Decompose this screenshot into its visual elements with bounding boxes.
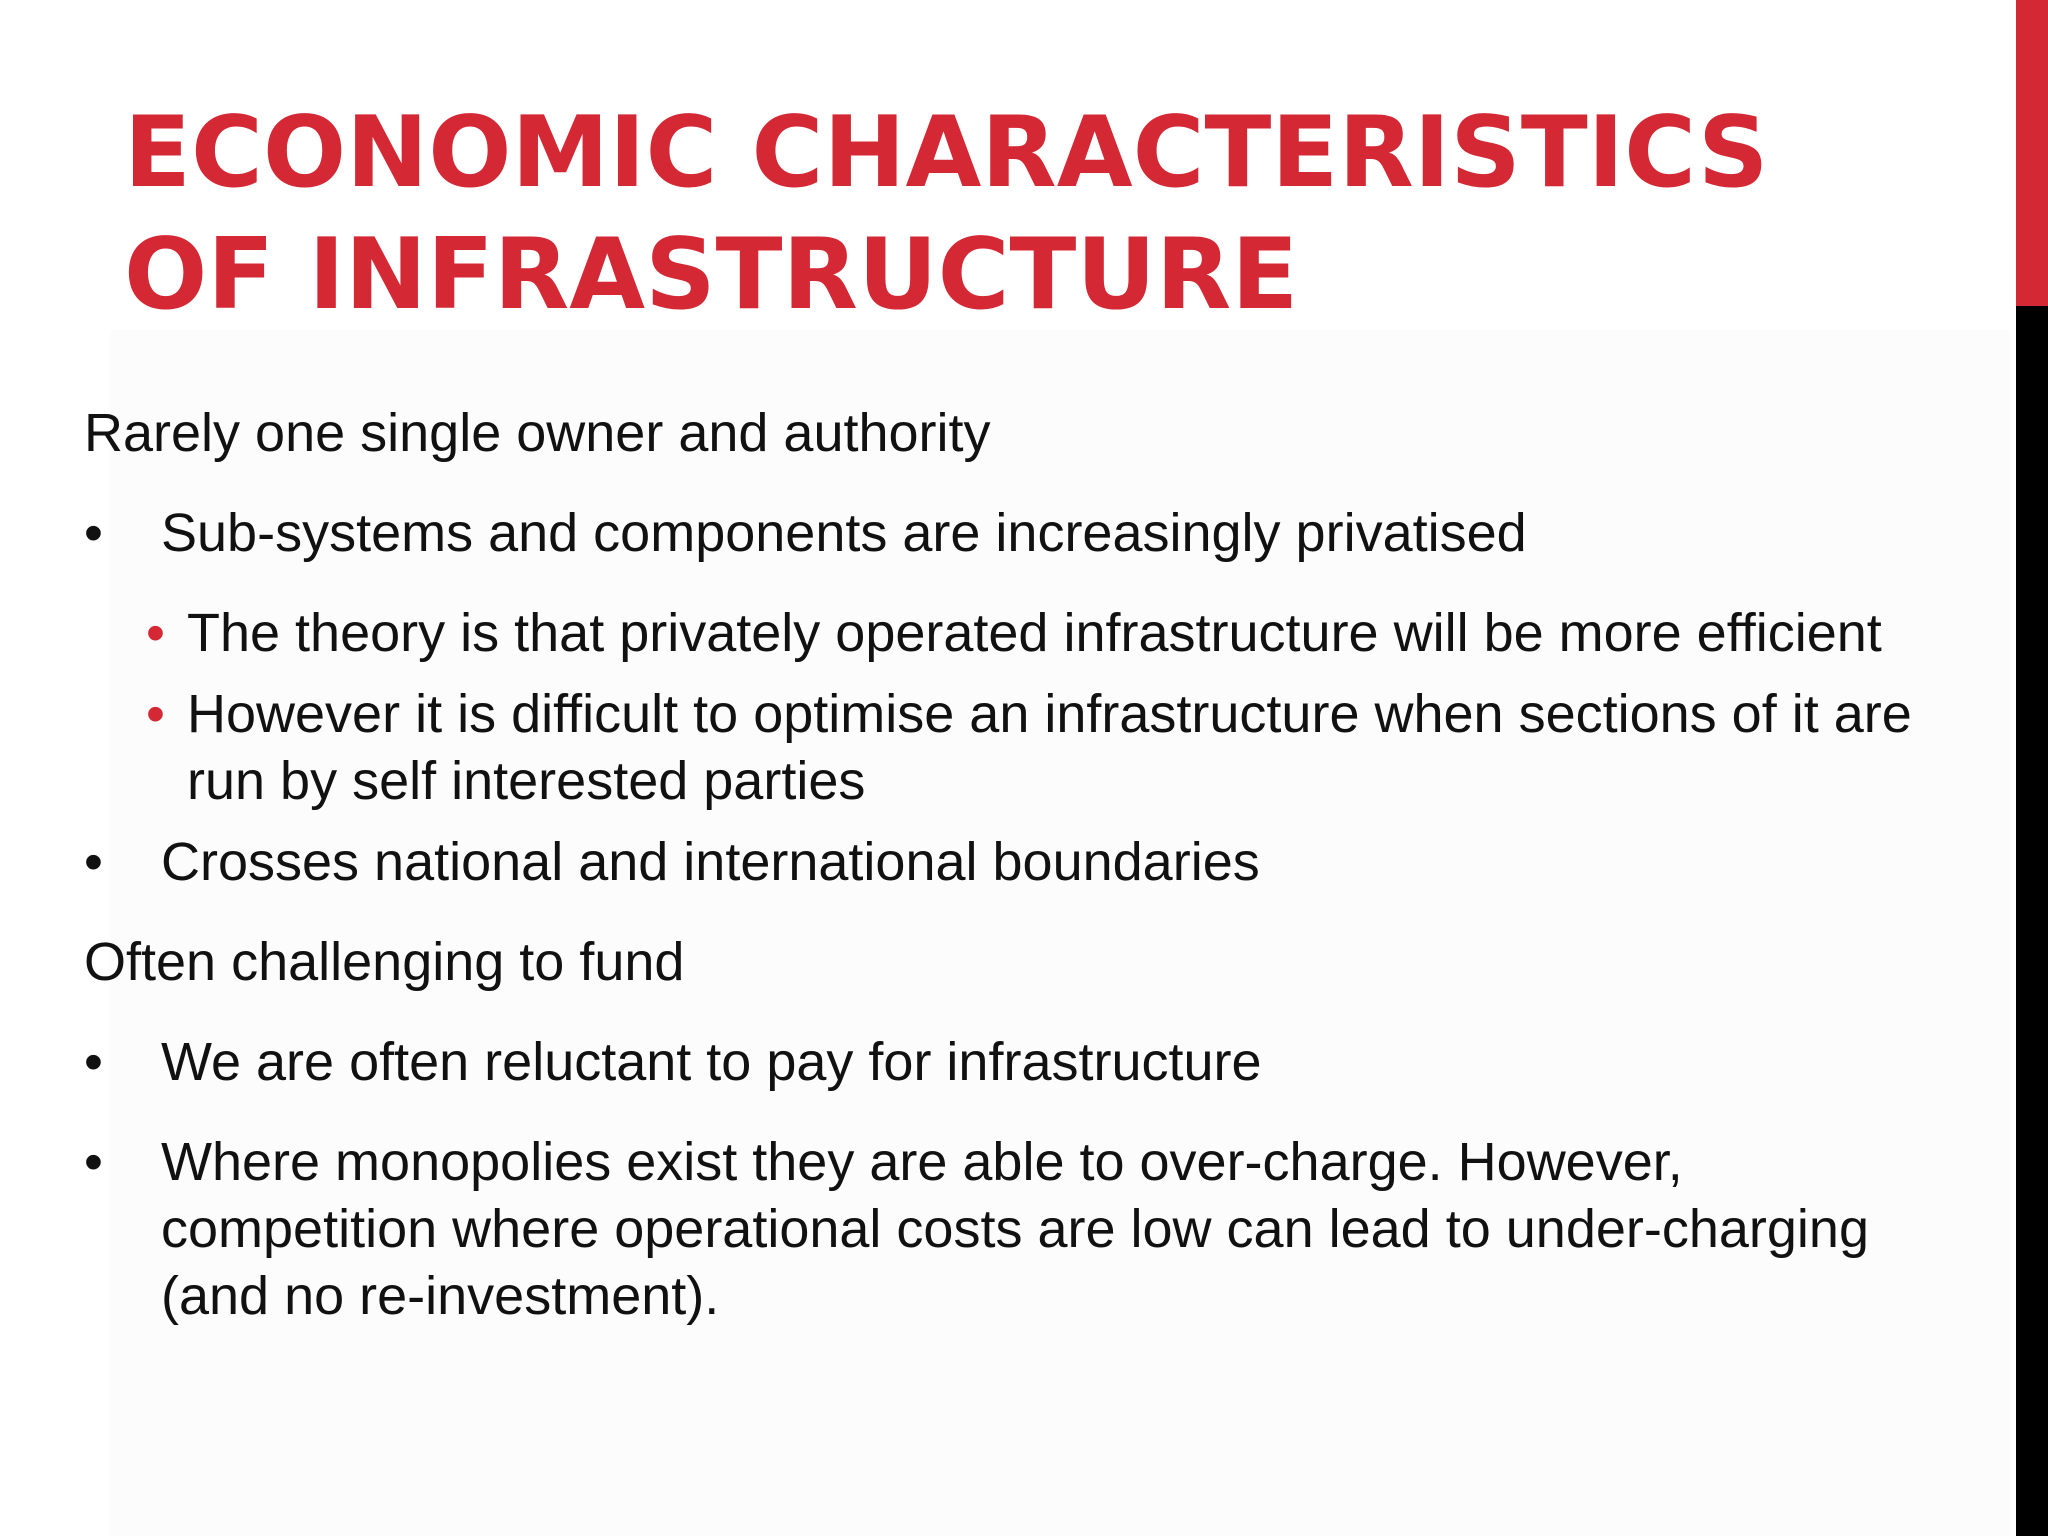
paragraph-text: The theory is that privately operated infrastructure will be more efficient xyxy=(187,603,1882,663)
bullet-item xyxy=(84,500,1964,567)
slide-body xyxy=(84,400,1964,1330)
bullet-item xyxy=(84,829,1964,896)
bullet-item xyxy=(84,1129,1964,1330)
sub-bullet-icon: • xyxy=(146,684,165,744)
paragraph-text: Where monopolies exist they are able to over-charge. However, competition where operational costs are low can lead to under-charging (and no re-investment). xyxy=(161,1132,1869,1326)
paragraph-text: Crosses national and international boundaries xyxy=(161,832,1260,892)
slide-title-line-2: OF INFRASTRUCTURE xyxy=(124,218,1299,332)
bullet-icon: • xyxy=(84,1132,103,1192)
paragraph-text: Rarely one single owner and authority xyxy=(84,403,991,463)
sub-bullet-icon: • xyxy=(146,603,165,663)
paragraph-text: We are often reluctant to pay for infrastructure xyxy=(161,1032,1262,1092)
paragraph-text: Often challenging to fund xyxy=(84,932,685,992)
slide-title xyxy=(124,92,2004,336)
paragraph-text: Sub-systems and components are increasingly privatised xyxy=(161,503,1527,563)
bullet-icon: • xyxy=(84,832,103,892)
bullet-item xyxy=(84,1029,1964,1096)
slide-title-line-1: ECONOMIC CHARACTERISTICS xyxy=(124,96,1769,210)
accent-bar-red xyxy=(2016,0,2048,306)
bullet-icon: • xyxy=(84,1032,103,1092)
sub-bullet-item xyxy=(84,681,1964,815)
paragraph-text: However it is difficult to optimise an infrastructure when sections of it are run by self interested parties xyxy=(187,684,1912,811)
bullet-icon: • xyxy=(84,503,103,563)
heading-paragraph xyxy=(84,400,1964,467)
accent-bar-black xyxy=(2016,306,2048,1536)
heading-paragraph xyxy=(84,929,1964,996)
sub-bullet-item xyxy=(84,600,1964,667)
